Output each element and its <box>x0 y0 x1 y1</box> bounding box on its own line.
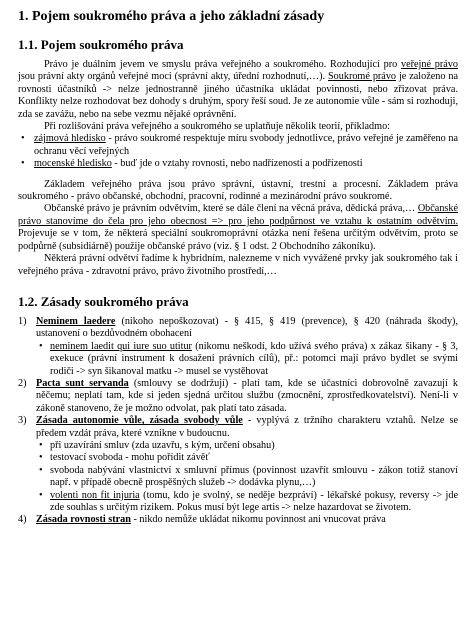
text-run: - buď jde o vztahy rovnosti, nebo nadřízenosti a podřízenosti <box>111 158 363 170</box>
paragraph-4 <box>18 203 458 253</box>
item-number: 3) <box>18 415 27 427</box>
chapter-title: 1. Pojem soukromého práva a jeho základní zásady <box>18 9 325 24</box>
list-item <box>36 490 458 515</box>
underlined-term: volenti non fit injuria <box>50 489 140 501</box>
text-run: (nikomu neškodí, kdo užívá svého práva) x zákaz šikany - § 3, exekuce (právní instrument k dosažení právních cílů), př.: potomci mají právo bydlet se svými rodiči -> syn šikanoval matku -> musel se vystěhovat <box>50 340 458 377</box>
principle-item <box>18 316 458 378</box>
text-run: - právo soukromé respektuje míru svobody jednotlivce, právo veřejné je zaměřeno na ochranu věcí veřejných <box>34 133 459 157</box>
item-number: 2) <box>18 377 27 389</box>
paragraph-3: Základem veřejného práva jsou právo správní, ústavní, trestní a procesní. Základem práva soukromého - právo občanské, obchodní, pracovní, rodinné a mezinárodní právo soukromé. <box>18 178 458 203</box>
text-run: testovací svoboda - mohu pořídit závěť <box>50 452 210 464</box>
theories-list <box>18 133 458 170</box>
principle-item <box>18 514 458 526</box>
text-run: - nikdo nemůže ukládat nikomu povinnost ani vnucovat práva <box>130 514 386 526</box>
principle-item <box>18 415 458 514</box>
text-run: při uzavírání smluv (zda uzavřu, s kým, určení obsahu) <box>50 439 275 451</box>
paragraph-1 <box>18 59 458 121</box>
principle-term: Zásada autonomie vůle, zásada svobody vůle <box>36 415 243 427</box>
list-item <box>36 440 458 452</box>
list-item <box>18 133 458 158</box>
section-heading-1-1: 1.1. Pojem soukromého práva <box>18 37 184 52</box>
paragraph-2: Při rozlišování práva veřejného a soukromého se uplatňuje několik teorií, příkladmo: <box>44 121 391 133</box>
principle-term: Pacta sunt servanda <box>36 377 129 389</box>
text-run: Právo je duálním jevem ve smyslu práva veřejného a soukromého. Rozhodující pro <box>44 59 402 70</box>
document-page <box>18 8 458 527</box>
underlined-sentence: Občanské právo stanovíme do čela pro jeho obecnost => pro jeho podpůrnost ve vztahu k ostatním odvětvím. <box>18 203 458 227</box>
principle-term: Neminem laedere <box>36 315 116 327</box>
text-run: jsou právní akty orgánů veřejné moci (správní akty, úřední rozhodnutí,…). <box>18 71 328 83</box>
item-number: 1) <box>18 315 27 327</box>
text-run: - vyplývá z tržního charakteru vztahů. Nelze se předem vzdát práva, které vznikne v budoucnu. <box>36 415 458 439</box>
list-item <box>36 341 458 378</box>
list-item <box>36 452 458 464</box>
underlined-term: Soukromé právo <box>328 71 397 83</box>
underlined-term: zájmová hledisko <box>34 133 106 145</box>
principle-term: Zásada rovnosti stran <box>36 514 131 526</box>
principle-item <box>18 378 458 415</box>
list-item <box>18 158 458 170</box>
text-run: (nikoho nepoškozovat) - § 415, § 419 (prevence), § 420 (náhrada škody), ustanovení o bezdůvodném obohacení <box>36 315 458 340</box>
underlined-term: mocenské hledisko <box>34 158 112 170</box>
paragraph-5: Některá právní odvětví řadíme k hybridním, nalezneme v nich vyvážené prvky jak soukromého tak i veřejného práva - zdravotní právo, právo životního prostředí,… <box>18 253 458 277</box>
item-number: 4) <box>18 514 27 526</box>
sub-list <box>36 341 458 378</box>
list-item <box>36 465 458 490</box>
text-run: (smlouvy se dodržují) - platí tam, kde se účastníci dobrovolně zavazují k něčemu; neplatí tam, kde si jeden sjedná určitou službu (zmocnění, zprostředkovatelství). Není-li v zákoně stanoveno, že je možno odvolat, pak platí tato zásada. <box>36 377 458 414</box>
text-run: Projevuje se v tom, že některá speciální soukromoprávní otázka není řešena určitým odvětvím, proto se podpůrně (subsidiárně) použije občanské právo (viz. § 1 odst. 2 Obchodního zákoníku). <box>18 228 458 252</box>
text-run: svoboda nabývání vlastnictví x smluvní přímus (povinnost uzavřít smlouvu - zákon totiž stanoví např. v případě obecně prospěšných služeb -> dodávka plynu,…) <box>50 464 458 489</box>
text-run: je založeno na rovnosti účastníků -> nelze jednostranně jiného účastníka ukládat povinnosti, nebo zřizovat práva. Konflikty nelze rozhodovat bez dohody s druhým, spory řeší soud. Je ze autonomie vůle - sám si rozhoduji, zda se zavážu, nebo na sebe vezmu nějaké oprávnění. <box>18 71 458 120</box>
text-run: Občanské právo je právním odvětvím, které se dále člení na věcná práva, dědická práva,… <box>44 203 418 215</box>
underlined-term: veřejné právo <box>401 59 458 70</box>
text-run: (tomu, kdo je svolný, se neděje bezpráví) - lékařské pokusy, reversy -> jde zde souhlas s určitým rizikem. Pokus musí být lege artis -> nelze hazardovat se životem. <box>50 489 458 513</box>
principles-list <box>18 316 458 527</box>
underlined-term: neminem laedit qui iure suo utitur <box>50 340 192 352</box>
section-heading-1-2: 1.2. Zásady soukromého práva <box>18 293 189 309</box>
sub-list <box>36 440 458 514</box>
